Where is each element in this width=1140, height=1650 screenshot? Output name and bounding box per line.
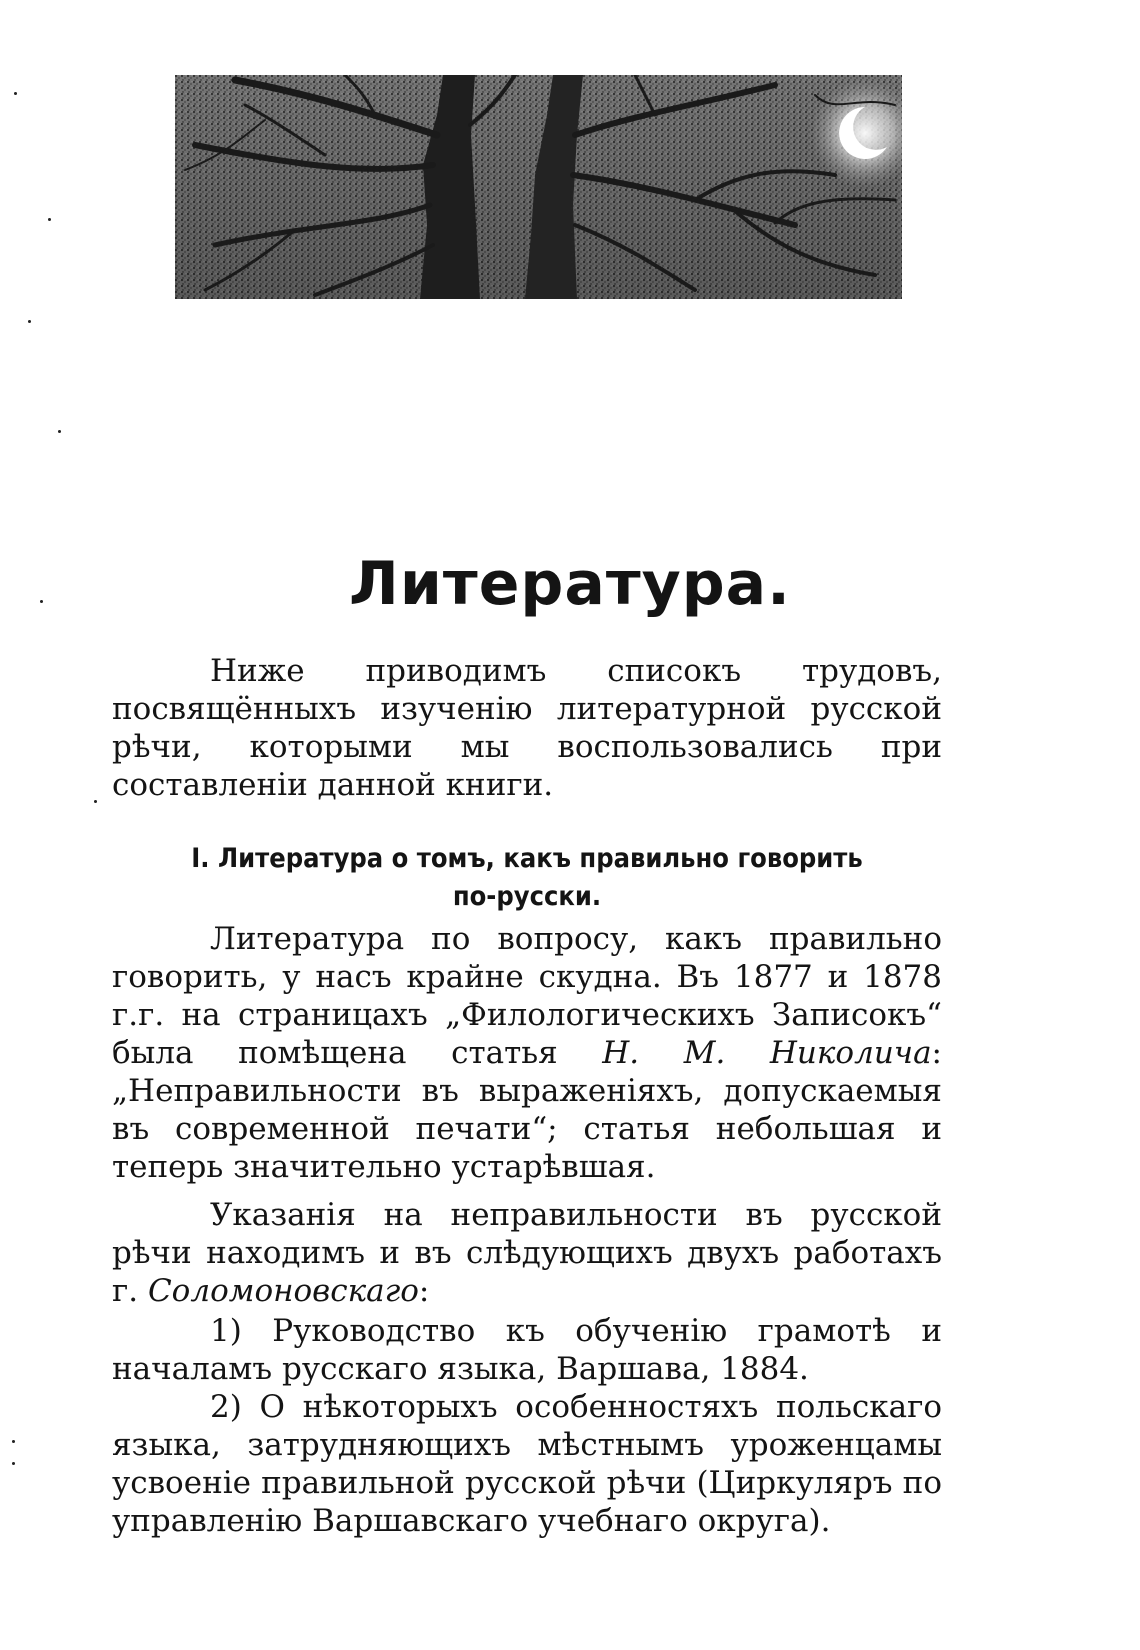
- paragraph-2-text-b: :: [418, 1273, 430, 1309]
- scan-speck: [58, 430, 61, 433]
- list-item-2: 2) О нѣкоторыхъ особенностяхъ польскаго языка, затрудняющихъ мѣстнымъ уроженцамы усвоеніе правильной русской рѣчи (Циркуляръ по управленію Варшавскаго учебнаго округа).: [112, 1389, 942, 1539]
- page-title: Литература.: [349, 549, 791, 619]
- paragraph-1: [112, 920, 942, 1186]
- section-heading-line2: по-русски.: [452, 881, 602, 912]
- paragraph-2: [112, 1196, 942, 1310]
- section-heading: [112, 840, 942, 916]
- night-tree-vignette: [175, 75, 902, 299]
- night-tree-moon-illustration: [175, 75, 902, 299]
- scan-speck: [48, 218, 51, 221]
- paragraph-1-text-b: : „Неправильности въ выраженіяхъ, допускаемыя въ современной печати“; статья небольшая и теперь значительно устарѣвшая.: [112, 1035, 942, 1185]
- scan-speck: [12, 1440, 15, 1443]
- scan-speck: [14, 92, 17, 95]
- scan-speck: [94, 800, 97, 803]
- paragraph-1-author: Н. М. Николича: [602, 1035, 932, 1071]
- scan-speck: [28, 320, 31, 323]
- paragraph-2-text-a: Указанія на неправильности въ русской рѣчи находимъ и въ слѣдующихъ двухъ работахъ г.: [112, 1197, 942, 1309]
- scan-speck: [40, 600, 43, 603]
- scan-speck: [12, 1462, 15, 1465]
- section-heading-line1: I. Литература о томъ, какъ правильно говорить: [191, 843, 863, 874]
- intro-paragraph: Ниже приводимъ списокъ трудовъ, посвящённыхъ изученію литературной русской рѣчи, которыми мы воспользовались при составленіи данной книги.: [112, 653, 942, 803]
- paragraph-2-author: Соломоновскаго: [147, 1273, 419, 1309]
- list-item-1: 1) Руководство къ обученію грамотѣ и началамъ русскаго языка, Варшава, 1884.: [112, 1313, 942, 1387]
- paragraph-1-text-a: Литература по вопросу, какъ правильно говорить, у насъ крайне скудна. Въ 1877 и 1878 г.г. на страницахъ „Филологическихъ Записокъ“ была помѣщена статья: [112, 921, 942, 1071]
